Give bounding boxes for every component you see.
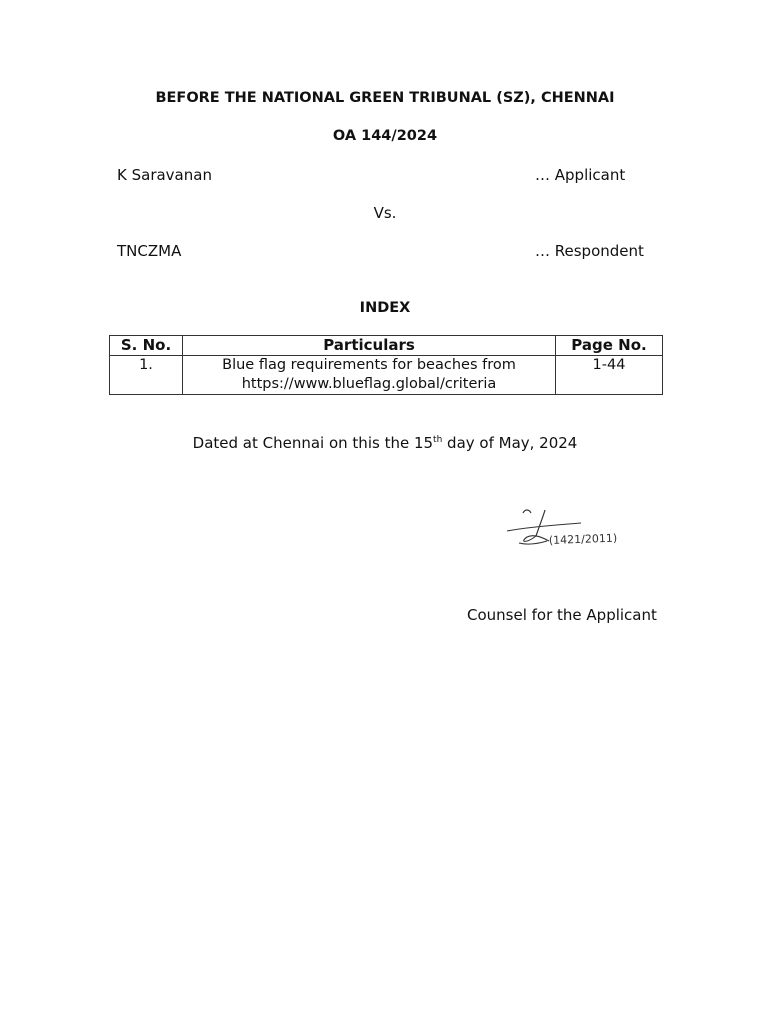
index-heading: INDEX bbox=[359, 300, 411, 316]
versus-label: Vs. bbox=[373, 204, 397, 222]
dated-ordinal-suffix: th bbox=[433, 435, 443, 445]
applicant-role: … Applicant bbox=[535, 166, 626, 184]
cell-page-no: 1-44 bbox=[556, 356, 663, 395]
dated-suffix: day of May, 2024 bbox=[442, 434, 578, 452]
dated-prefix: Dated at Chennai on this the 15 bbox=[192, 434, 434, 452]
signature-enrolment-number: (1421/2011) bbox=[548, 531, 618, 547]
applicant-name: K Saravanan bbox=[117, 166, 212, 184]
cell-particulars bbox=[183, 356, 556, 395]
index-table-header-row bbox=[110, 336, 663, 356]
cell-sno: 1. bbox=[110, 356, 183, 395]
column-header-sno: S. No. bbox=[110, 336, 183, 356]
column-header-page-no: Page No. bbox=[556, 336, 663, 356]
particulars-line-2: https://www.blueflag.global/criteria bbox=[241, 376, 497, 392]
column-header-particulars: Particulars bbox=[183, 336, 556, 356]
signature-graphic bbox=[505, 503, 635, 551]
respondent-role: … Respondent bbox=[535, 242, 644, 260]
dated-line bbox=[0, 434, 770, 452]
counsel-label: Counsel for the Applicant bbox=[467, 606, 657, 624]
index-table bbox=[109, 335, 663, 395]
case-number: OA 144/2024 bbox=[332, 128, 438, 144]
table-row bbox=[110, 356, 663, 395]
respondent-name: TNCZMA bbox=[117, 242, 182, 260]
handwritten-signature bbox=[505, 503, 635, 555]
particulars-line-1: Blue flag requirements for beaches from bbox=[222, 357, 516, 373]
court-title: BEFORE THE NATIONAL GREEN TRIBUNAL (SZ), CHENNAI bbox=[155, 90, 615, 106]
